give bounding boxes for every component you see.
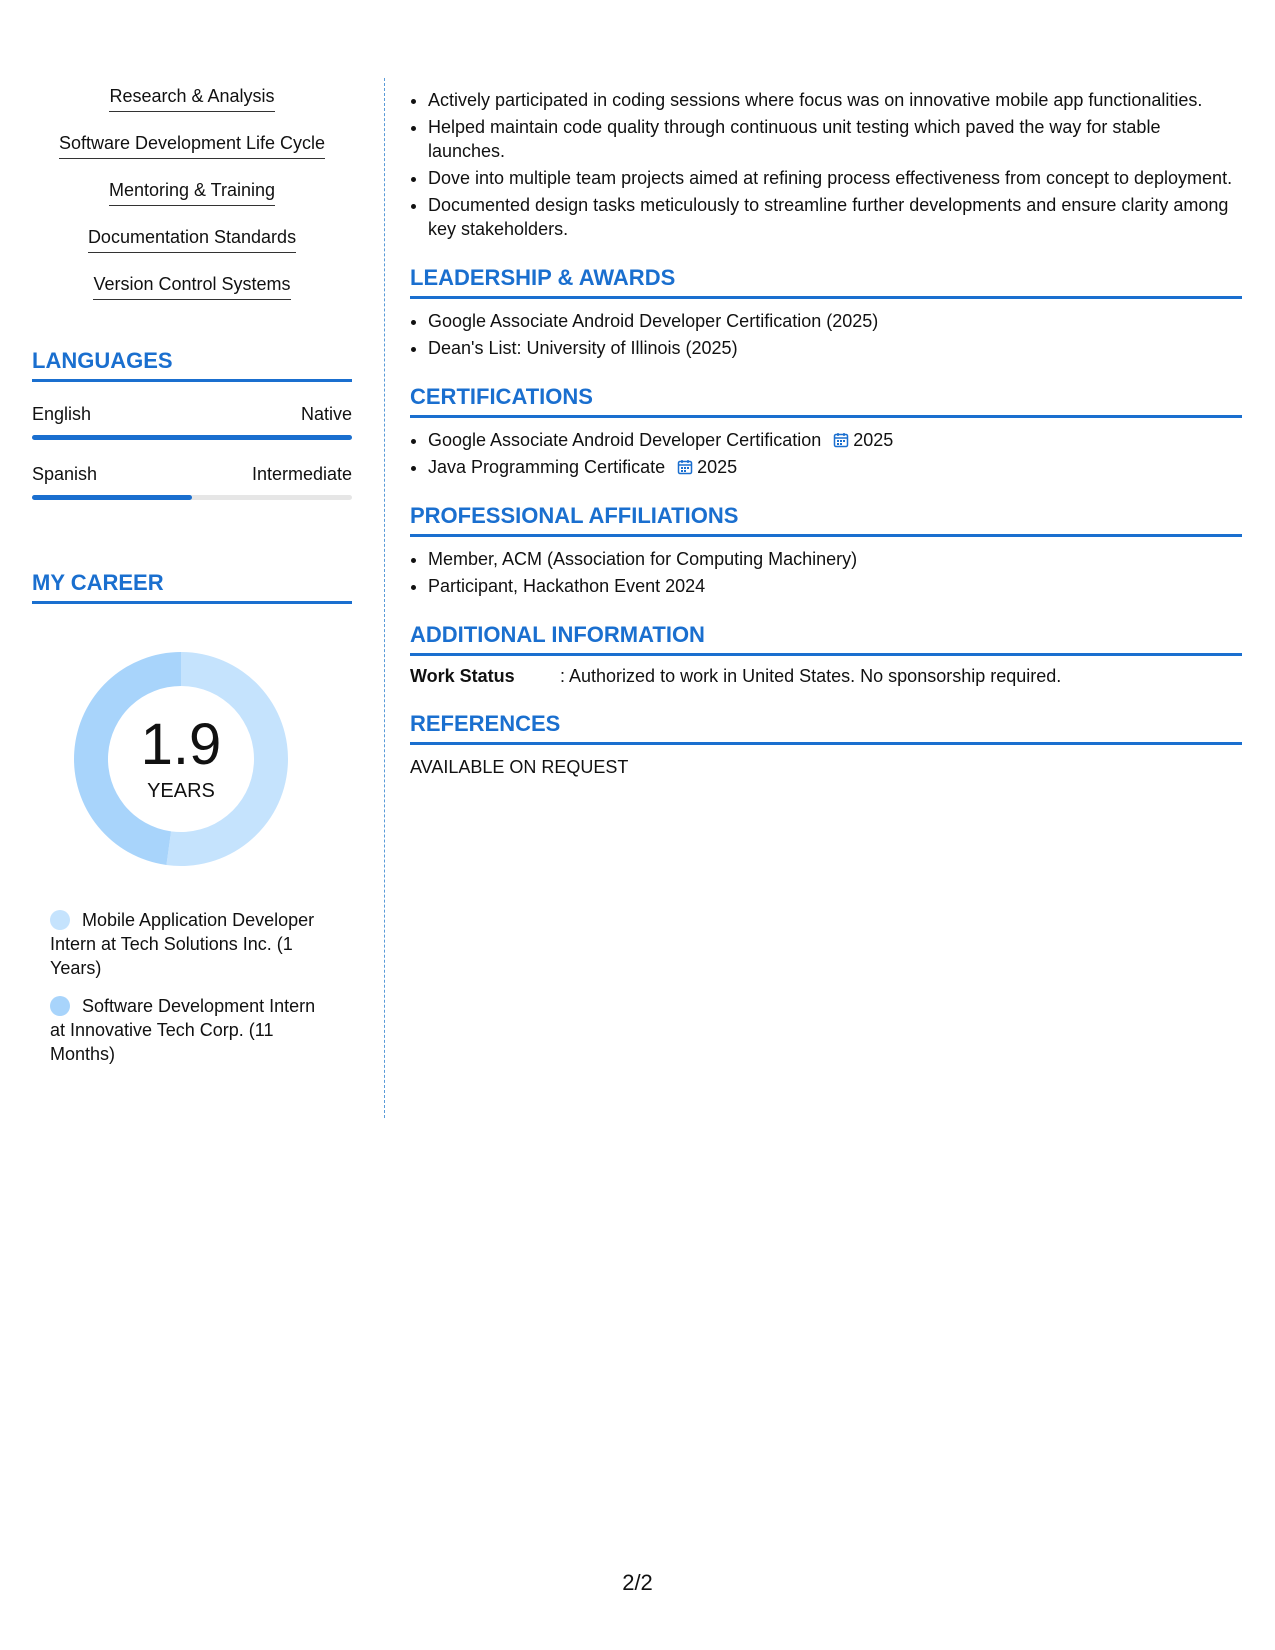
legend-dot — [50, 996, 70, 1016]
legend-label: Software Development Intern at Innovative Tech Corp. (11 Months) — [50, 996, 316, 1064]
list-item — [428, 428, 1242, 452]
language-item — [32, 404, 352, 440]
column-divider — [384, 78, 385, 1118]
left-column — [32, 78, 352, 1080]
list-item: • Dove into multiple team projects aimed at refining process effectiveness from concept to deployment. — [428, 166, 1242, 190]
list-item: • Documented design tasks meticulously to streamline further developments and ensure clarity among key stakeholders. — [428, 193, 1242, 241]
language-level: Intermediate — [251, 464, 352, 484]
skill-item: Documentation Standards — [88, 227, 296, 253]
leadership-list — [410, 309, 1242, 360]
language-bar-fill — [32, 435, 352, 440]
career-legend — [50, 908, 352, 1066]
right-column — [410, 78, 1242, 778]
skill-item: Mentoring & Training — [109, 180, 275, 206]
language-name: English — [32, 404, 92, 424]
languages-heading: LANGUAGES — [32, 348, 352, 382]
language-name: Spanish — [32, 464, 98, 484]
cert-name: Google Associate Android Developer Certification — [428, 430, 822, 450]
list-item: • Dean's List: University of Illinois (2025) — [428, 336, 1242, 360]
list-item: • Helped maintain code quality through continuous unit testing which paved the way for stable launches. — [428, 115, 1242, 163]
skill-item: Software Development Life Cycle — [59, 133, 325, 159]
work-status-row — [410, 666, 1242, 687]
list-item: • Member, ACM (Association for Computing Machinery) — [428, 547, 1242, 571]
career-heading: MY CAREER — [32, 570, 352, 604]
list-item: • Participant, Hackathon Event 2024 — [428, 574, 1242, 598]
affiliations-heading: PROFESSIONAL AFFILIATIONS — [410, 503, 1242, 537]
list-item: • Google Associate Android Developer Certification (2025) — [428, 309, 1242, 333]
cert-year: 2025 — [697, 457, 738, 477]
work-status-label: Work Status — [410, 666, 515, 686]
calendar-icon — [677, 459, 693, 475]
language-bar — [32, 435, 352, 440]
legend-dot — [50, 910, 70, 930]
calendar-icon — [833, 432, 849, 448]
references-heading: REFERENCES — [410, 711, 1242, 745]
list-item: • Actively participated in coding sessions where focus was on innovative mobile app functionalities. — [428, 88, 1242, 112]
skill-item: Research & Analysis — [109, 86, 274, 112]
legend-item — [50, 994, 320, 1066]
cert-year: 2025 — [853, 430, 894, 450]
career-years-unit: YEARS — [147, 779, 215, 802]
career-donut-chart — [66, 644, 296, 874]
skill-item: Version Control Systems — [93, 274, 290, 300]
language-bar-fill — [32, 495, 192, 500]
skills-list — [32, 78, 352, 308]
work-status-value: : Authorized to work in United States. No sponsorship required. — [560, 666, 1062, 686]
page-number: 2/2 — [622, 1570, 653, 1595]
certifications-list — [410, 428, 1242, 479]
career-years-value: 1.9 — [140, 711, 222, 777]
leadership-heading: LEADERSHIP & AWARDS — [410, 265, 1242, 299]
language-bar — [32, 495, 352, 500]
references-text: AVAILABLE ON REQUEST — [410, 757, 629, 777]
list-item — [428, 455, 1242, 479]
legend-label: Mobile Application Developer Intern at Tech Solutions Inc. (1 Years) — [50, 910, 315, 978]
experience-bullets — [410, 88, 1242, 241]
certifications-heading: CERTIFICATIONS — [410, 384, 1242, 418]
legend-item — [50, 908, 320, 980]
cert-name: Java Programming Certificate — [428, 457, 666, 477]
additional-info-heading: ADDITIONAL INFORMATION — [410, 622, 1242, 656]
language-item — [32, 464, 352, 500]
affiliations-list — [410, 547, 1242, 598]
language-level: Native — [300, 404, 352, 424]
